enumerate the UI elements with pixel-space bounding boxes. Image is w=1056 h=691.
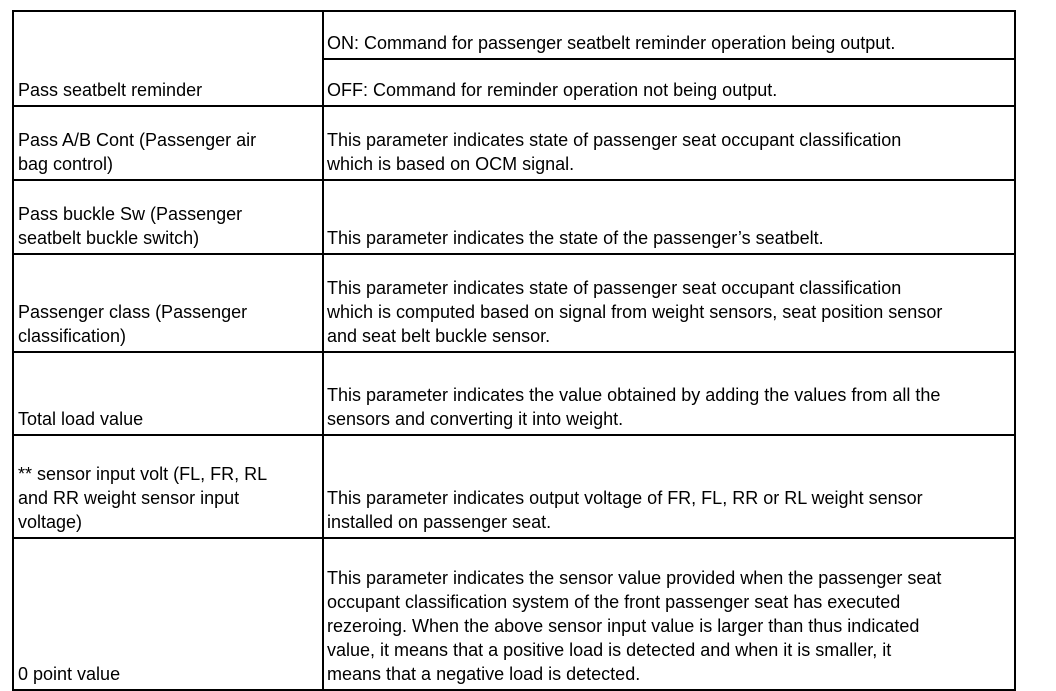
description-line: This parameter indicates state of passenger seat occupant classification — [327, 278, 902, 298]
description-line: sensors and converting it into weight. — [327, 409, 624, 429]
parameter-name-line: Pass A/B Cont (Passenger air — [18, 130, 257, 150]
parameter-name-cell — [13, 11, 323, 106]
table-row — [13, 538, 1015, 690]
description-line: which is computed based on signal from weight sensors, seat position sensor — [327, 302, 943, 322]
parameter-table-body — [13, 11, 1015, 690]
description-cell — [323, 435, 1015, 538]
table-row — [13, 106, 1015, 180]
description-cell — [323, 254, 1015, 352]
parameter-name-cell — [13, 538, 323, 690]
parameter-name-line: and RR weight sensor input — [18, 488, 240, 508]
parameter-name-line: Total load value — [18, 409, 144, 429]
table-row — [13, 11, 1015, 59]
description-cell — [323, 59, 1015, 106]
description-line: This parameter indicates the sensor value provided when the passenger seat — [327, 568, 942, 588]
description-line: OFF: Command for reminder operation not being output. — [327, 80, 778, 100]
description-line: installed on passenger seat. — [327, 512, 552, 532]
description-line: which is based on OCM signal. — [327, 154, 575, 174]
description-line: This parameter indicates output voltage of FR, FL, RR or RL weight sensor — [327, 488, 923, 508]
table-row — [13, 180, 1015, 254]
parameter-name-cell — [13, 106, 323, 180]
description-cell — [323, 11, 1015, 59]
description-line: occupant classification system of the front passenger seat has executed — [327, 592, 901, 612]
description-cell — [323, 538, 1015, 690]
description-line: means that a negative load is detected. — [327, 664, 641, 684]
parameter-name-line: ** sensor input volt (FL, FR, RL — [18, 464, 268, 484]
parameter-table — [12, 10, 1016, 691]
description-line: value, it means that a positive load is detected and when it is smaller, it — [327, 640, 892, 660]
description-line: rezeroing. When the above sensor input value is larger than thus indicated — [327, 616, 920, 636]
description-line: and seat belt buckle sensor. — [327, 326, 551, 346]
parameter-name-cell — [13, 352, 323, 435]
parameter-name-line: Passenger class (Passenger — [18, 302, 248, 322]
description-line: ON: Command for passenger seatbelt reminder operation being output. — [327, 33, 896, 53]
description-cell — [323, 352, 1015, 435]
description-line: This parameter indicates state of passenger seat occupant classification — [327, 130, 902, 150]
table-row — [13, 352, 1015, 435]
parameter-name-cell — [13, 180, 323, 254]
description-line: This parameter indicates the value obtained by adding the values from all the — [327, 385, 941, 405]
description-line: This parameter indicates the state of the passenger’s seatbelt. — [327, 228, 824, 248]
parameter-name-line: Pass seatbelt reminder — [18, 80, 203, 100]
table-row — [13, 254, 1015, 352]
parameter-name-line: voltage) — [18, 512, 83, 532]
parameter-name-cell — [13, 254, 323, 352]
parameter-name-line: bag control) — [18, 154, 114, 174]
parameter-name-cell — [13, 435, 323, 538]
parameter-name-line: classification) — [18, 326, 127, 346]
description-cell — [323, 106, 1015, 180]
table-row — [13, 435, 1015, 538]
parameter-name-line: Pass buckle Sw (Passenger — [18, 204, 243, 224]
parameter-name-line: seatbelt buckle switch) — [18, 228, 200, 248]
description-cell — [323, 180, 1015, 254]
parameter-name-line: 0 point value — [18, 664, 121, 684]
